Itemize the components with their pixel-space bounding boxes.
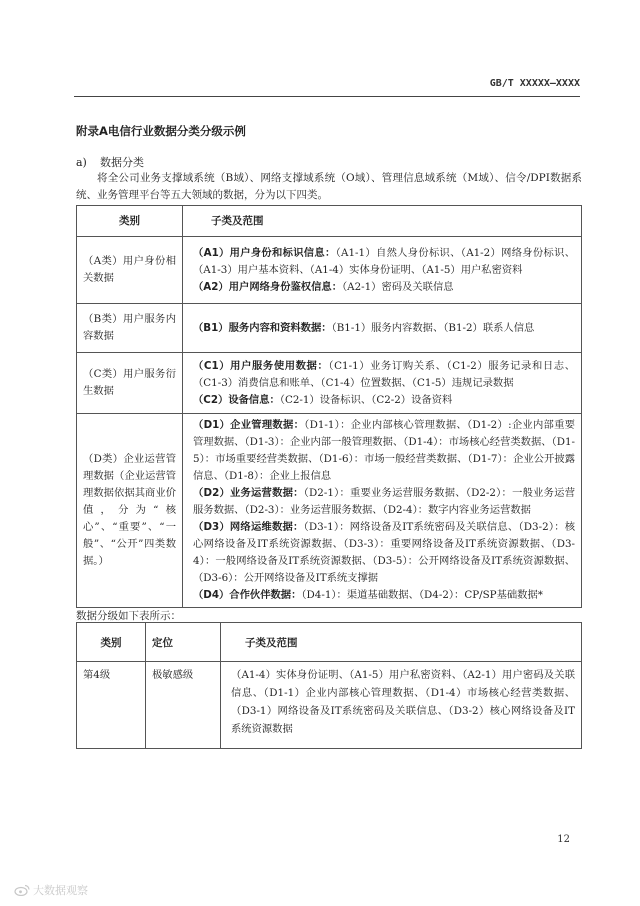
grading-table <box>76 622 582 749</box>
table-row <box>77 304 582 353</box>
table-row <box>77 414 582 608</box>
category-cell: （A类）用户身份相关数据 <box>77 237 183 304</box>
scope-cell <box>183 353 582 414</box>
category-cell: （D类）企业运营管理数据（企业运营管理数据依据其商业价值，分为“核心”、“重要”、“一般”、“公开”四类数据。） <box>77 414 183 608</box>
scope-item-label: （D2）业务运营数据： <box>193 487 304 499</box>
section-heading <box>76 154 144 170</box>
header-rule <box>74 96 580 97</box>
section-title: 数据分类 <box>100 156 144 169</box>
scope-item <box>193 519 575 587</box>
scope-item-text: （C1-1）业务订购关系、（C1-2）服务记录和日志、（C1-3）消费信息和账单、（C1-4）位置数据、（C1-5）违规记录数据 <box>193 359 575 389</box>
scope-cell <box>183 414 582 608</box>
grade-level-cell: 第4级 <box>77 662 146 749</box>
header-scope: 子类及范围 <box>183 206 582 237</box>
scope-item-label: （A1）用户身份和标识信息： <box>193 246 336 259</box>
section-marker: a) <box>76 156 87 169</box>
grade-scope-cell: （A1-4）实体身份证明、（A1-5）用户私密资料、（A2-1）用户密码及关联信息、（D1-1）企业内部核心管理数据、（D1-4）市场核心经营类数据、（D3-1）网络设备及IT系统密码及关联信息、（D3-2）核心网络设备及IT系统资源数据 <box>221 662 582 749</box>
scope-item-label: （C1）用户服务使用数据： <box>193 359 329 372</box>
table-row <box>77 237 582 304</box>
scope-item <box>193 392 575 409</box>
grade-position-cell: 极敏感级 <box>146 662 221 749</box>
scope-item-label: （D1）企业管理数据： <box>193 419 305 431</box>
scope-item-text: （D2-1）：重要业务运营服务数据、（D2-2）：一般业务运营服务数据、（D2-3）：业务运营服务数据、（D2-4）：数字内容业务运营数据 <box>193 487 575 516</box>
table-header-row <box>77 206 582 237</box>
scope-item <box>193 245 575 279</box>
table-header-row <box>77 623 582 662</box>
scope-cell <box>183 304 582 353</box>
scope-item-label: （B1）服务内容和资料数据： <box>193 321 332 334</box>
classification-table <box>76 205 582 608</box>
scope-item-text: （D3-1）：网络设备及IT系统密码及关联信息、（D3-2）：核心网络设备及IT系统资源数据、（D3-3）：重要网络设备及IT系统资源数据、（D3-4）：一般网络设备及IT系统资源数据、（D3-5）：公开网络设备及IT系统资源数据、（D3-6）：公开网络设备及IT系统支撑据 <box>193 521 575 584</box>
scope-item-text: （B1-1）服务内容数据、（B1-2）联系人信息 <box>331 321 535 334</box>
scope-item-text: （D1-1）：企业内部核心管理数据、（D1-2）:企业内部重要管理数据、（D1-3）：企业内部一般管理数据、（D1-4）：市场核心经营类数据、（D1-5）：市场重要经营类数据、（D1-6）：市场一般经营类数据、（D1-7）：企业公开披露信息、（D1-8）：企业上报信息 <box>193 419 576 482</box>
header-position: 定位 <box>146 623 221 662</box>
category-cell: （C类）用户服务衍生数据 <box>77 353 183 414</box>
header-scope: 子类及范围 <box>221 623 582 662</box>
scope-item <box>193 358 575 392</box>
standard-code: GB/T XXXXX—XXXX <box>489 78 580 89</box>
scope-item-label: （D3）网络运维数据： <box>193 521 304 533</box>
scope-item-text: （D4-1）：渠道基础数据、（D4-2）：CP/SP基础数据* <box>301 589 543 601</box>
table-row <box>77 662 582 749</box>
page-number: 12 <box>557 834 570 845</box>
watermark <box>14 882 88 898</box>
scope-item-label: （A2）用户网络身份鉴权信息： <box>193 280 342 293</box>
scope-item-text: （A1-1）自然人身份标识、（A1-2）网络身份标识、（A1-3）用户基本资料、（A1-4）实体身份证明、（A1-5）用户私密资料 <box>193 246 575 276</box>
scope-item <box>193 587 575 604</box>
scope-cell <box>183 237 582 304</box>
table-row <box>77 353 582 414</box>
scope-item <box>193 417 575 485</box>
scope-item-label: （D4）合作伙伴数据： <box>193 589 302 601</box>
scope-item-label: （C2）设备信息： <box>193 393 280 406</box>
scope-item-text: （C2-1）设备标识、（C2-2）设备资料 <box>279 393 453 406</box>
category-cell: （B类）用户服务内容数据 <box>77 304 183 353</box>
header-category: 类别 <box>77 623 146 662</box>
header-category: 类别 <box>77 206 183 237</box>
weibo-logo-icon <box>14 884 30 896</box>
intro-paragraph: 将全公司业务支撑域系统（B域）、网络支撑域系统（O域）、管理信息域系统（M域）、信令/DPI数据系统、业务管理平台等五大领域的数据，分为以下四类。 <box>76 172 582 201</box>
grade-intro: 数据分级如下表所示： <box>76 610 181 622</box>
scope-item <box>193 320 575 337</box>
watermark-text: 大数据观察 <box>33 884 88 897</box>
scope-item-text: （A2-1）密码及关联信息 <box>342 280 454 293</box>
scope-item <box>193 485 575 519</box>
appendix-title: 附录A电信行业数据分类分级示例 <box>76 124 246 138</box>
scope-item <box>193 279 575 296</box>
